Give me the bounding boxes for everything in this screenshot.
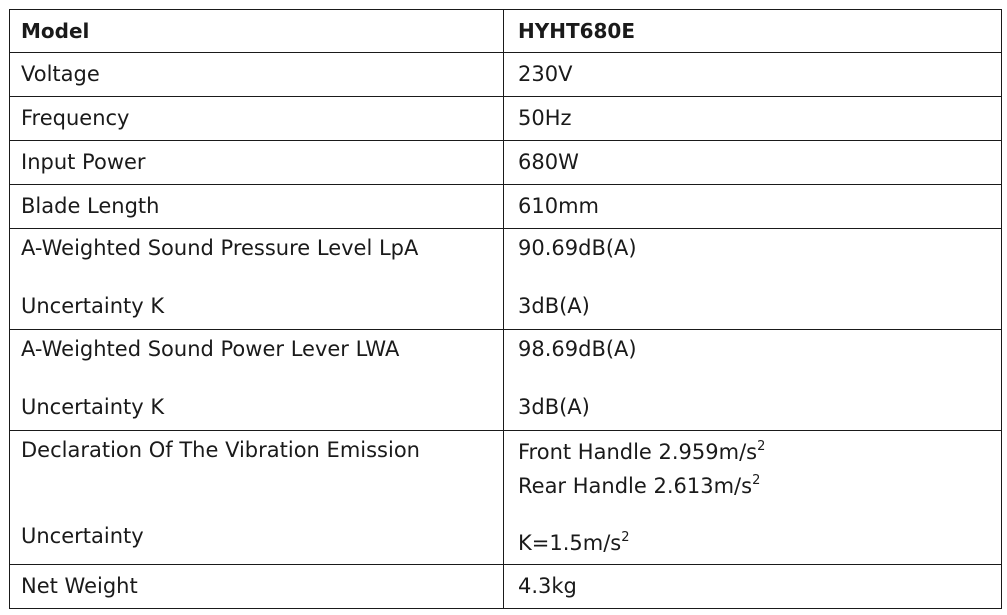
- squared-exponent: 2: [757, 439, 766, 454]
- sound-power-label: A-Weighted Sound Power Lever LWA: [21, 337, 400, 361]
- table-row-header: [10, 10, 1002, 53]
- blade-length-value: 610mm: [504, 185, 1002, 229]
- table-row: [10, 97, 1002, 141]
- table-row-sound-pressure: [10, 229, 1002, 330]
- sound-pressure-value: 90.69dB(A): [518, 236, 637, 260]
- sound-power-cell: [10, 330, 504, 431]
- table-row: [10, 185, 1002, 229]
- vibration-front-handle: Front Handle $2.959m/s^2$: [518, 439, 766, 464]
- vibration-label: Declaration Of The Vibration Emission: [21, 438, 420, 462]
- input-power-value: 680W: [504, 141, 1002, 185]
- sound-pressure-cell: [10, 229, 504, 330]
- vibration-uncertainty-label: Uncertainty: [21, 524, 144, 548]
- vibration-rear-handle: Rear Handle $2.613m/s^2$: [518, 473, 761, 498]
- net-weight-label: Net Weight: [10, 565, 504, 609]
- frequency-value: 50Hz: [504, 97, 1002, 141]
- vibration-uncertainty-value: $K=1.5m/s^2$: [518, 530, 630, 555]
- sound-pressure-uncertainty-label: Uncertainty K: [21, 294, 165, 318]
- net-weight-value: 4.3kg: [504, 565, 1002, 609]
- sound-power-value-cell: [504, 330, 1002, 431]
- sound-pressure-label: A-Weighted Sound Pressure Level LpA: [21, 236, 419, 260]
- sound-power-value: 98.69dB(A): [518, 337, 637, 361]
- sound-power-uncertainty-label: Uncertainty K: [21, 395, 165, 419]
- blade-length-label: Blade Length: [10, 185, 504, 229]
- table-row: [10, 141, 1002, 185]
- sound-pressure-uncertainty-value: 3dB(A): [518, 294, 590, 318]
- voltage-label: Voltage: [10, 53, 504, 97]
- table-row: [10, 565, 1002, 609]
- input-power-label: Input Power: [10, 141, 504, 185]
- vibration-value-cell: [504, 431, 1002, 565]
- table-row: [10, 53, 1002, 97]
- table-row-sound-power: [10, 330, 1002, 431]
- squared-exponent: 2: [752, 473, 761, 488]
- sound-pressure-value-cell: [504, 229, 1002, 330]
- frequency-label: Frequency: [10, 97, 504, 141]
- table-row-vibration: [10, 431, 1002, 565]
- squared-exponent: 2: [621, 530, 630, 545]
- voltage-value: 230V: [504, 53, 1002, 97]
- sound-power-uncertainty-value: 3dB(A): [518, 395, 590, 419]
- model-label: Model: [10, 10, 504, 53]
- model-value: HYHT680E: [504, 10, 1002, 53]
- spec-table: [9, 9, 1002, 609]
- vibration-cell: [10, 431, 504, 565]
